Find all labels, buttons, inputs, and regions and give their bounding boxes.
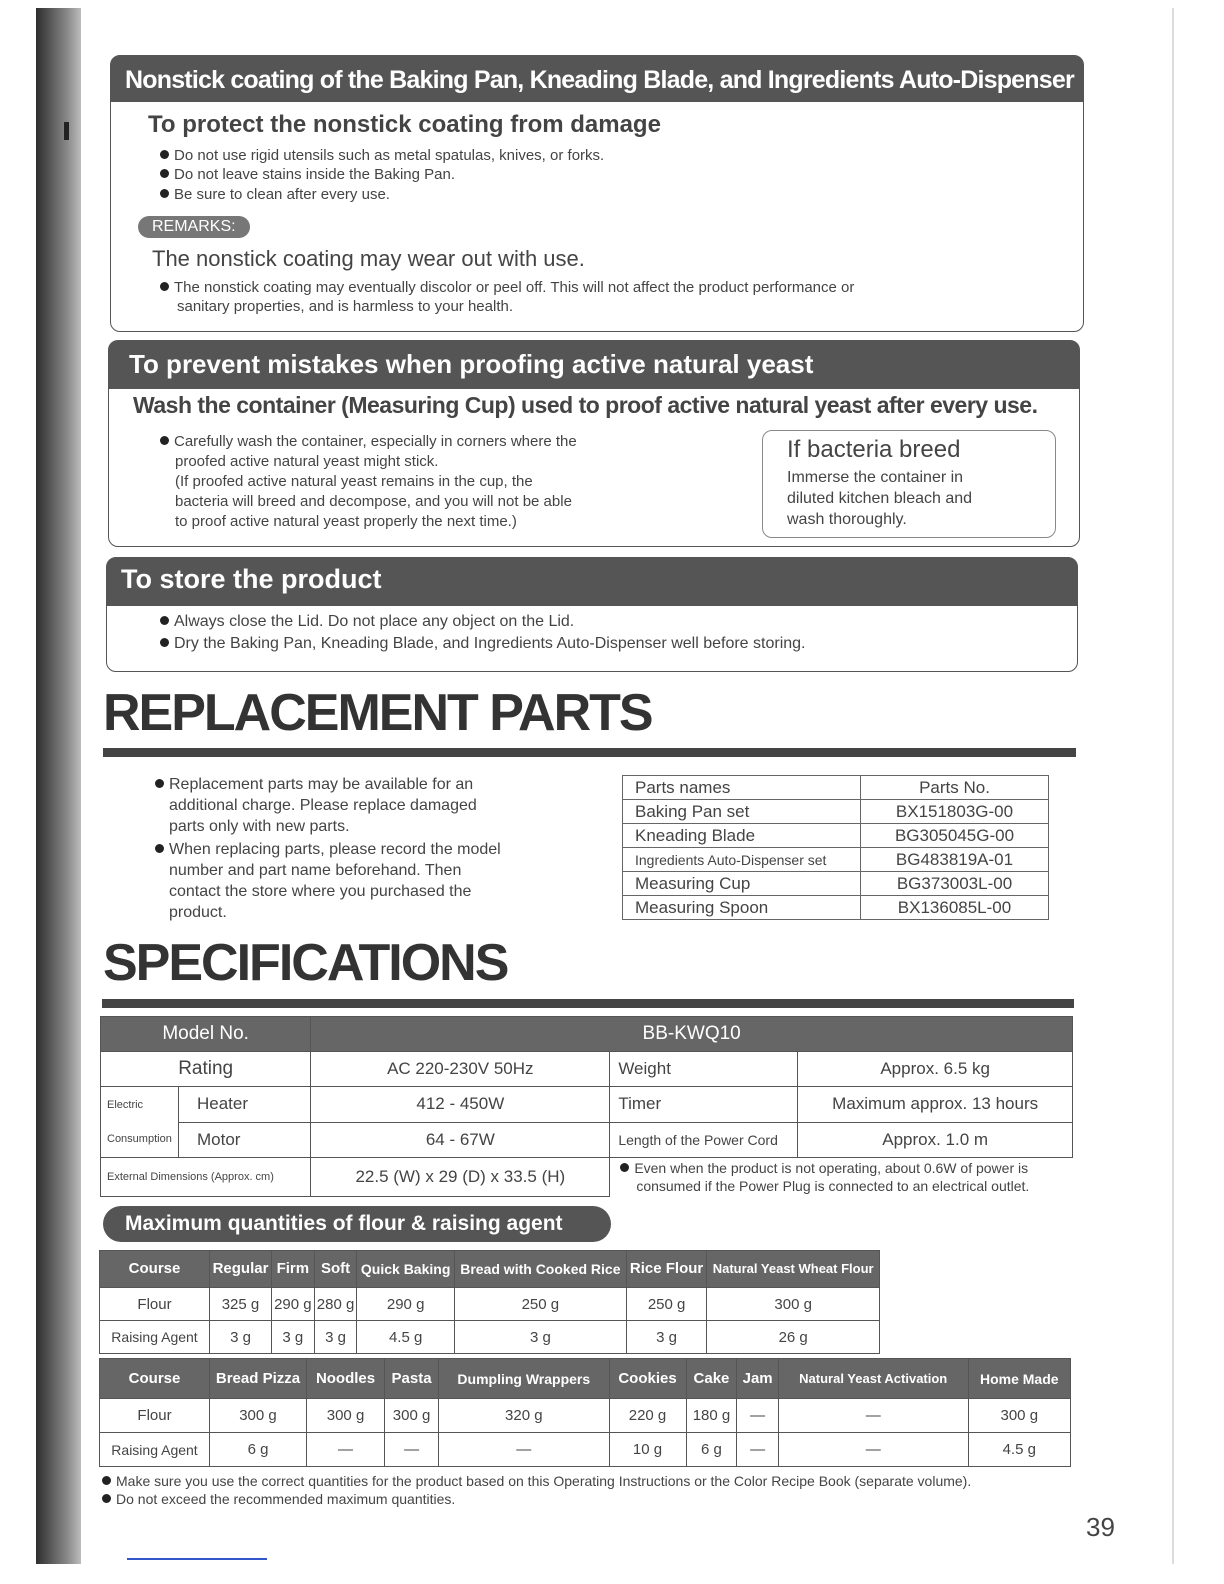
replacement-note: contact the store where you purchased the [169, 883, 472, 900]
course-header: Natural Yeast Activation [778, 1359, 968, 1399]
flour-value: 300 g [707, 1288, 880, 1321]
part-name: Ingredients Auto-Dispenser set [623, 848, 861, 872]
dims-value: 22.5 (W) x 29 (D) x 33.5 (H) [311, 1158, 610, 1197]
remarks-title: The nonstick coating may wear out with use. [152, 246, 585, 271]
heater-label: Heater [179, 1087, 311, 1123]
part-name: Measuring Spoon [623, 896, 861, 920]
flour-value: — [778, 1399, 968, 1433]
weight-label: Weight [610, 1052, 798, 1087]
dims-label: External Dimensions (Approx. cm) [101, 1158, 311, 1197]
agent-value: 6 g [210, 1433, 307, 1467]
specifications-title: SPECIFICATIONS [103, 934, 508, 992]
table-header: Parts No. [861, 776, 1049, 800]
table-row [101, 1052, 1073, 1087]
footnote: Do not exceed the recommended maximum quantities. [102, 1490, 455, 1508]
bacteria-text: diluted kitchen bleach and [787, 490, 973, 507]
replacement-rule [103, 748, 1076, 757]
part-name: Kneading Blade [623, 824, 861, 848]
table-row [101, 1158, 1073, 1197]
flour-value: 320 g [439, 1399, 609, 1433]
power-note [610, 1158, 1073, 1197]
nonstick-bullet: Be sure to clean after every use. [160, 185, 390, 204]
remarks-text: The nonstick coating may eventually discolor or peel off. This will not affect the product performance or [160, 278, 854, 297]
nonstick-subtitle: To protect the nonstick coating from damage [148, 111, 661, 138]
flour-value: 180 g [686, 1399, 737, 1433]
part-number: BG305045G-00 [861, 824, 1049, 848]
electric-label: Electric [107, 1099, 144, 1111]
agent-value: — [439, 1433, 609, 1467]
table-row [101, 1087, 1073, 1123]
nonstick-bullet: Do not leave stains inside the Baking Pan. [160, 165, 455, 184]
agent-value: — [307, 1433, 385, 1467]
store-bullet: Dry the Baking Pan, Kneading Blade, and Ingredients Auto-Dispenser well before storing. [160, 634, 806, 653]
agent-value: — [385, 1433, 439, 1467]
course-header: Course [100, 1251, 210, 1288]
course-header: Bread with Cooked Rice [454, 1251, 626, 1288]
heater-value: 412 - 450W [311, 1087, 610, 1123]
flour-value: 280 g [314, 1288, 357, 1321]
motor-label: Motor [179, 1122, 311, 1158]
part-name: Measuring Cup [623, 872, 861, 896]
flour-value: 300 g [385, 1399, 439, 1433]
remarks-text: sanitary properties, and is harmless to your health. [177, 298, 513, 315]
table-row [101, 1017, 1073, 1052]
course-header: Regular [210, 1251, 272, 1288]
replacement-note: Replacement parts may be available for an [155, 774, 473, 795]
table-row [623, 824, 1049, 848]
quantities-header: Maximum quantities of flour & raising agent [103, 1206, 611, 1242]
footnote: Make sure you use the correct quantities for the product based on this Operating Instructions or the Color Recipe Book (separate volume). [102, 1472, 971, 1490]
bullet-icon [160, 189, 169, 198]
bacteria-title: If bacteria breed [787, 436, 961, 463]
weight-value: Approx. 6.5 kg [798, 1052, 1073, 1087]
row-label: Flour [100, 1399, 210, 1433]
agent-value: 3 g [272, 1321, 315, 1354]
agent-value: 3 g [454, 1321, 626, 1354]
nonstick-bullet: Do not use rigid utensils such as metal spatulas, knives, or forks. [160, 146, 604, 165]
rating-label: Rating [101, 1052, 311, 1087]
yeast-text: Carefully wash the container, especially in corners where the [160, 432, 577, 451]
replacement-note: product. [169, 904, 227, 921]
cord-value: Approx. 1.0 m [798, 1122, 1073, 1158]
bacteria-text: Immerse the container in [787, 469, 964, 486]
yeast-text: bacteria will breed and decompose, and you will not be able [175, 493, 572, 510]
course-header: Jam [737, 1359, 778, 1399]
agent-value: 6 g [686, 1433, 737, 1467]
part-name: Baking Pan set [623, 800, 861, 824]
bullet-icon [160, 150, 169, 159]
electric-consumption-label [101, 1087, 179, 1158]
table-header: Parts names [623, 776, 861, 800]
course-header: Home Made [968, 1359, 1070, 1399]
course-header: Natural Yeast Wheat Flour [707, 1251, 880, 1288]
course-header: Course [100, 1359, 210, 1399]
remarks-label: REMARKS: [138, 216, 250, 238]
flour-value: 300 g [307, 1399, 385, 1433]
store-header: To store the product [107, 558, 1077, 606]
store-bullet: Always close the Lid. Do not place any object on the Lid. [160, 612, 574, 631]
agent-value: 3 g [626, 1321, 706, 1354]
flour-value: 290 g [272, 1288, 315, 1321]
bacteria-text: wash thoroughly. [787, 511, 907, 528]
row-label: Flour [100, 1288, 210, 1321]
yeast-subtitle: Wash the container (Measuring Cup) used to proof active natural yeast after every use. [133, 392, 1038, 418]
course-header: Cookies [609, 1359, 686, 1399]
replacement-note: number and part name beforehand. Then [169, 862, 462, 879]
course-header: Firm [272, 1251, 315, 1288]
course-header: Pasta [385, 1359, 439, 1399]
flour-value: 325 g [210, 1288, 272, 1321]
course-header: Bread Pizza [210, 1359, 307, 1399]
cord-label: Length of the Power Cord [610, 1122, 798, 1158]
power-note-line: consumed if the Power Plug is connected to an electrical outlet. [636, 1178, 1030, 1194]
bullet-icon [620, 1163, 629, 1172]
table-row [100, 1321, 880, 1354]
timer-value: Maximum approx. 13 hours [798, 1087, 1073, 1123]
table-row [623, 848, 1049, 872]
flour-value: 300 g [210, 1399, 307, 1433]
spec-table [100, 1016, 1073, 1197]
part-number: BG373003L-00 [861, 872, 1049, 896]
flour-value: — [737, 1399, 778, 1433]
page-number: 39 [1086, 1512, 1115, 1542]
table-row [100, 1433, 1071, 1467]
flour-value: 220 g [609, 1399, 686, 1433]
agent-value: 10 g [609, 1433, 686, 1467]
page-edge [1172, 8, 1174, 1564]
quantities-table-1 [99, 1250, 880, 1354]
consumption-label: Consumption [107, 1133, 172, 1145]
course-header: Cake [686, 1359, 737, 1399]
bullet-icon [160, 169, 169, 178]
bullet-icon [160, 282, 169, 291]
book-spine-shadow [36, 8, 81, 1564]
row-label: Raising Agent [100, 1433, 210, 1467]
underline-mark [127, 1558, 267, 1560]
flour-value: 250 g [454, 1288, 626, 1321]
table-row [100, 1359, 1071, 1399]
bullet-icon [155, 779, 164, 788]
parts-table [622, 775, 1049, 920]
yeast-text: to proof active natural yeast properly the next time.) [175, 513, 517, 530]
course-header: Noodles [307, 1359, 385, 1399]
quantities-table-2 [99, 1358, 1071, 1467]
flour-value: 300 g [968, 1399, 1070, 1433]
motor-value: 64 - 67W [311, 1122, 610, 1158]
power-note-line: Even when the product is not operating, about 0.6W of power is [620, 1159, 1071, 1177]
bullet-icon [160, 638, 169, 647]
timer-label: Timer [610, 1087, 798, 1123]
specifications-rule [102, 999, 1074, 1008]
table-row [100, 1288, 880, 1321]
table-row [100, 1399, 1071, 1433]
yeast-text: proofed active natural yeast might stick. [175, 453, 439, 470]
bullet-icon [102, 1476, 111, 1485]
course-header: Soft [314, 1251, 357, 1288]
nonstick-header: Nonstick coating of the Baking Pan, Kneading Blade, and Ingredients Auto-Dispenser [111, 56, 1083, 102]
bullet-icon [102, 1494, 111, 1503]
replacement-note: parts only with new parts. [169, 818, 350, 835]
table-row [623, 872, 1049, 896]
part-number: BX136085L-00 [861, 896, 1049, 920]
model-label: Model No. [101, 1017, 311, 1052]
course-header: Quick Baking [357, 1251, 454, 1288]
bullet-icon [160, 616, 169, 625]
row-label: Raising Agent [100, 1321, 210, 1354]
bullet-icon [155, 844, 164, 853]
model-value: BB-KWQ10 [311, 1017, 1073, 1052]
rating-value: AC 220-230V 50Hz [311, 1052, 610, 1087]
agent-value: 4.5 g [968, 1433, 1070, 1467]
replacement-note: When replacing parts, please record the model [155, 839, 501, 860]
agent-value: 3 g [210, 1321, 272, 1354]
table-row [623, 800, 1049, 824]
agent-value: — [737, 1433, 778, 1467]
table-row [623, 776, 1049, 800]
table-row [101, 1122, 1073, 1158]
table-row [100, 1251, 880, 1288]
table-row [623, 896, 1049, 920]
course-header: Rice Flour [626, 1251, 706, 1288]
part-number: BX151803G-00 [861, 800, 1049, 824]
replacement-title: REPLACEMENT PARTS [103, 684, 652, 742]
agent-value: 3 g [314, 1321, 357, 1354]
part-number: BG483819A-01 [861, 848, 1049, 872]
bullet-icon [160, 436, 169, 445]
course-header: Dumpling Wrappers [439, 1359, 609, 1399]
replacement-note: additional charge. Please replace damaged [169, 797, 477, 814]
flour-value: 290 g [357, 1288, 454, 1321]
yeast-text: (If proofed active natural yeast remains in the cup, the [175, 473, 533, 490]
agent-value: 4.5 g [357, 1321, 454, 1354]
yeast-header: To prevent mistakes when proofing active natural yeast [109, 341, 1079, 389]
flour-value: 250 g [626, 1288, 706, 1321]
agent-value: — [778, 1433, 968, 1467]
agent-value: 26 g [707, 1321, 880, 1354]
